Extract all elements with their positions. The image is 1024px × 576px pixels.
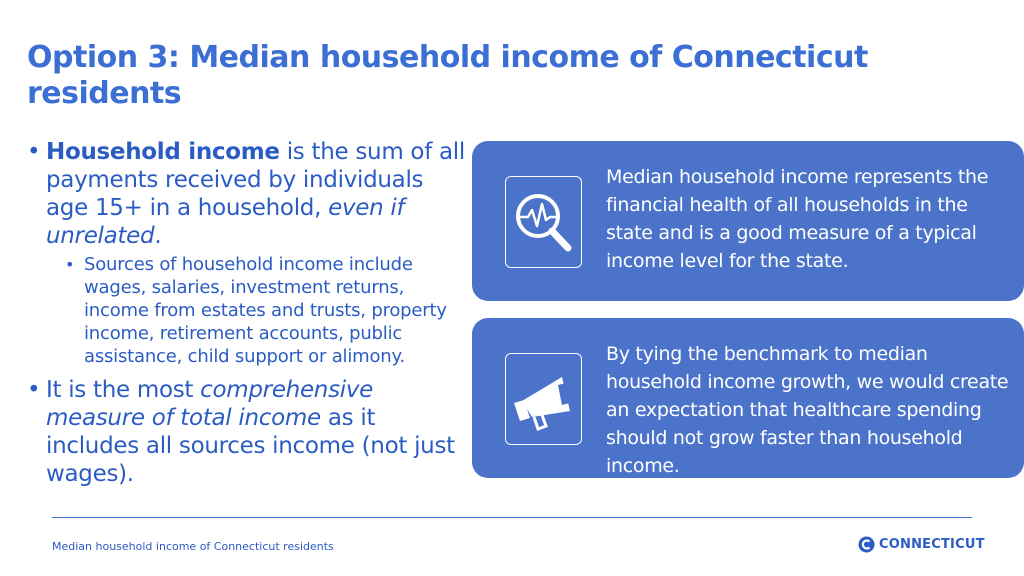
info-card-benchmark bbox=[472, 318, 1024, 478]
connecticut-logo bbox=[858, 536, 985, 553]
bullet-text: It is the most bbox=[46, 377, 201, 403]
card-text: Median household income represents the financial health of all households in the state and is a good measure of a typical income level for the state. bbox=[606, 166, 989, 272]
bullet-text: is the sum of all payments received by individuals age 15+ in a household, bbox=[46, 139, 465, 221]
bullet-emphasis: comprehensive measure of total income bbox=[46, 377, 374, 431]
page-title: Option 3: Median household income of Connecticut residents bbox=[27, 40, 868, 111]
megaphone-icon bbox=[505, 353, 582, 445]
connecticut-logo-icon bbox=[858, 536, 875, 553]
bullet-comprehensive-measure bbox=[27, 376, 467, 488]
bullet-emphasis: even if unrelated bbox=[46, 195, 405, 249]
info-card-financial-health bbox=[472, 141, 1024, 301]
term-household-income: Household income bbox=[46, 139, 280, 165]
bullet-text-end: . bbox=[154, 223, 162, 249]
bullet-dot: • bbox=[27, 139, 41, 165]
magnifier-pulse-icon bbox=[505, 176, 582, 268]
footer-caption: Median household income of Connecticut residents bbox=[52, 540, 334, 553]
sub-bullet-sources bbox=[65, 253, 467, 368]
sub-bullet-text: Sources of household income include wages, salaries, investment returns, income from estates and trusts, property income, retirement accounts, public assistance, child support or alimony. bbox=[84, 254, 447, 367]
bullet-text-end: as it includes all sources income (not just wages). bbox=[46, 405, 455, 487]
footer-divider bbox=[52, 517, 972, 518]
sub-bullet-dot: • bbox=[65, 255, 75, 274]
card-text: By tying the benchmark to median household income growth, we would create an expectation that healthcare spending should not grow faster than household income. bbox=[606, 343, 1009, 477]
logo-text: CONNECTICUT bbox=[879, 537, 985, 552]
bullet-household-income bbox=[27, 138, 467, 250]
bullet-list bbox=[27, 138, 467, 488]
bullet-dot: • bbox=[27, 377, 41, 403]
